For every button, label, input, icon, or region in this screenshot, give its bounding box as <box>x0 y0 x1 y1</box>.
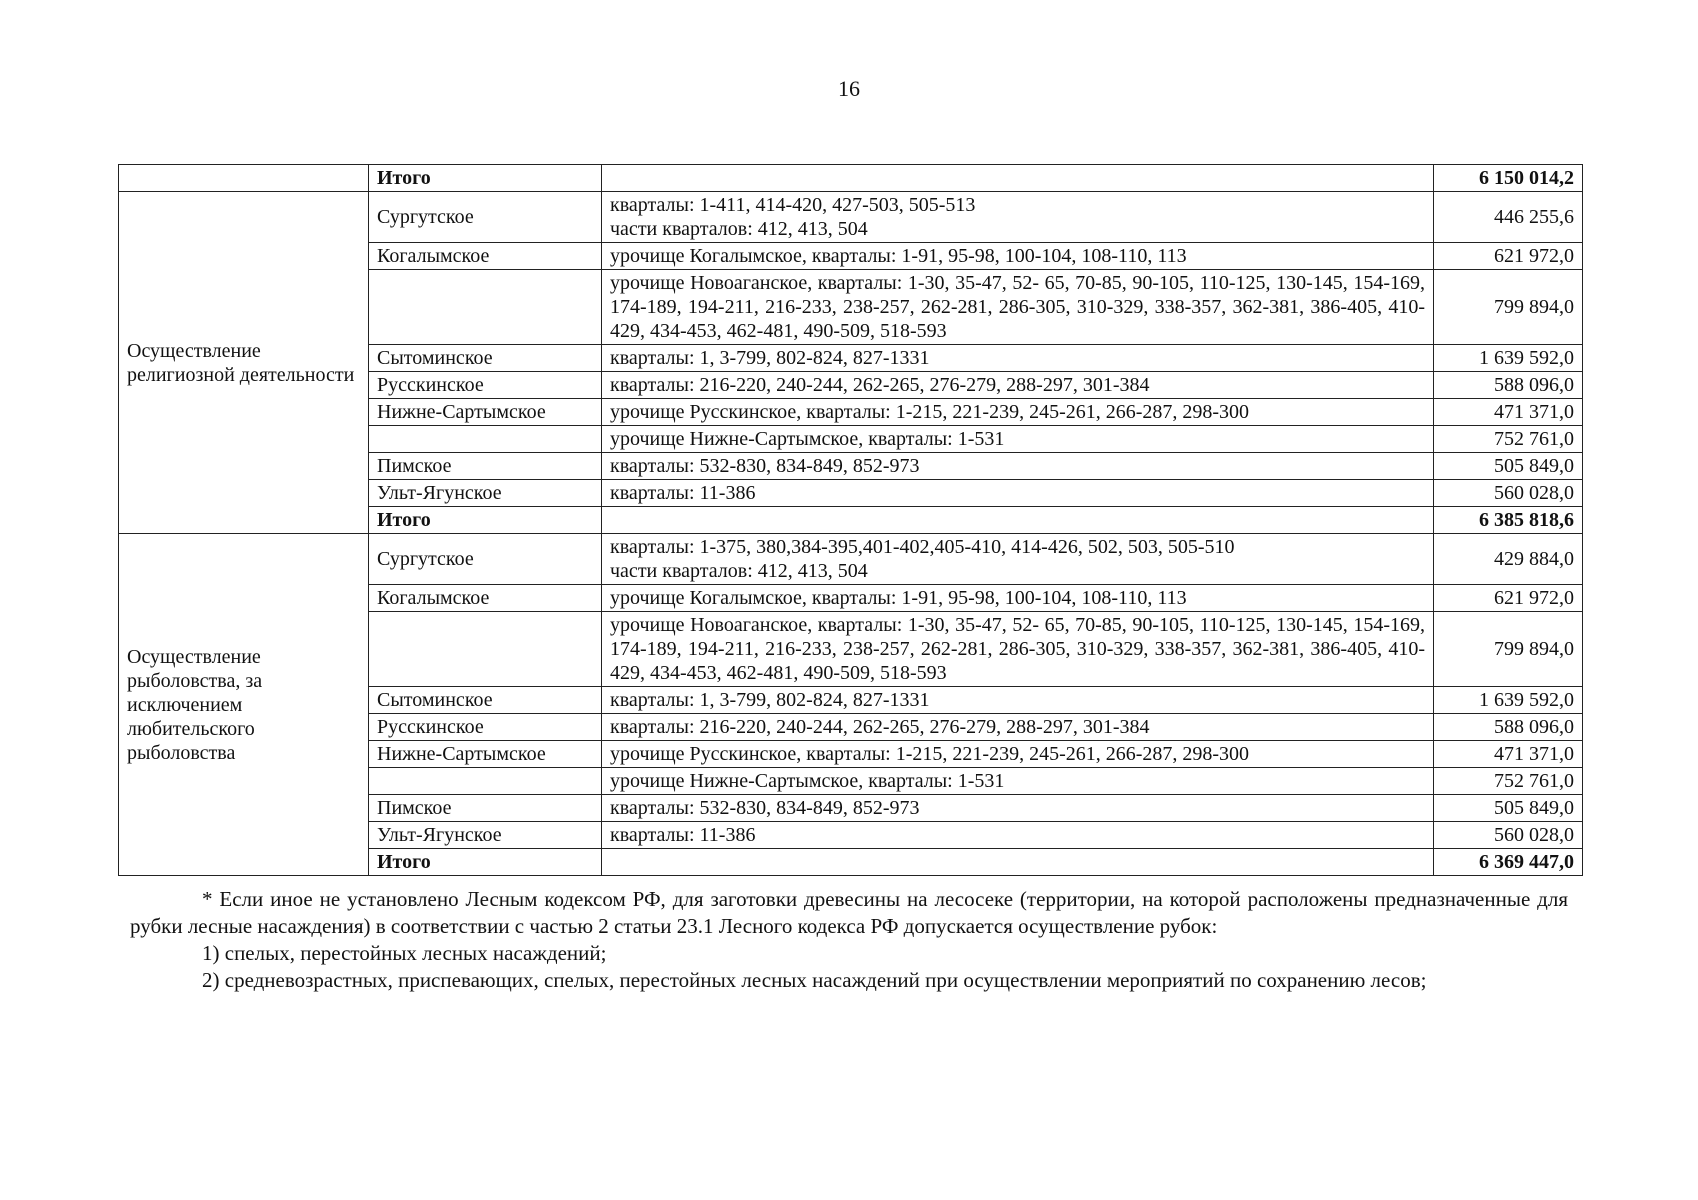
quarters-line: кварталы: 1-411, 414-420, 427-503, 505-513 <box>610 194 976 216</box>
quarters-cell <box>602 768 1434 795</box>
quarters-cell <box>602 822 1434 849</box>
quarters-line: части кварталов: 412, 413, 504 <box>610 560 868 582</box>
total-value: 6 369 447,0 <box>1434 849 1583 876</box>
forestry-cell <box>369 426 602 453</box>
table-body <box>119 165 1583 876</box>
area-value-cell: 560 028,0 <box>1434 822 1583 849</box>
quarters-cell <box>602 687 1434 714</box>
forestry-cell: Когалымское <box>369 243 602 270</box>
area-value-cell: 799 894,0 <box>1434 270 1583 345</box>
quarters-cell <box>602 480 1434 507</box>
table-row-top-total <box>119 165 1583 192</box>
quarters-line: кварталы: 11-386 <box>610 824 756 846</box>
quarters-line: урочище Новоаганское, кварталы: 1-30, 35-47, 52- 65, 70-85, 90-105, 110-125, 130-145, 154-169, 174-189, 194-211, 216-233, 238-257, 262-281, 286-305, 310-329, 338-357, 362-381, 386-405, 410-429, 434-453, 462-481, 490-509, 518-593 <box>610 272 1425 342</box>
forestry-cell: Сытоминское <box>369 687 602 714</box>
quarters-line: кварталы: 532-830, 834-849, 852-973 <box>610 797 920 819</box>
quarters-line: кварталы: 1-375, 380,384-395,401-402,405-410, 414-426, 502, 503, 505-510 <box>610 536 1235 558</box>
quarters-line: урочище Русскинское, кварталы: 1-215, 221-239, 245-261, 266-287, 298-300 <box>610 401 1250 423</box>
table-cell-empty <box>119 165 369 192</box>
area-value-cell: 446 255,6 <box>1434 192 1583 243</box>
area-value-cell: 799 894,0 <box>1434 612 1583 687</box>
total-label: Итого <box>369 849 602 876</box>
quarters-line: кварталы: 216-220, 240-244, 262-265, 276-279, 288-297, 301-384 <box>610 716 1150 738</box>
quarters-line: кварталы: 1, 3-799, 802-824, 827-1331 <box>610 347 930 369</box>
quarters-line: части кварталов: 412, 413, 504 <box>610 218 868 240</box>
quarters-line: кварталы: 532-830, 834-849, 852-973 <box>610 455 920 477</box>
forestry-cell: Нижне-Сартымское <box>369 741 602 768</box>
forestry-cell <box>369 270 602 345</box>
quarters-line: кварталы: 216-220, 240-244, 262-265, 276-279, 288-297, 301-384 <box>610 374 1150 396</box>
quarters-cell <box>602 270 1434 345</box>
forestry-cell: Пимское <box>369 795 602 822</box>
page-number: 16 <box>838 76 860 101</box>
quarters-cell <box>602 399 1434 426</box>
area-value-cell: 752 761,0 <box>1434 768 1583 795</box>
activity-cell: Осуществление религиозной деятельности <box>119 192 369 534</box>
quarters-cell <box>602 243 1434 270</box>
activity-cell: Осуществление рыболовства, за исключением любительского рыболовства <box>119 534 369 876</box>
forestry-cell <box>369 768 602 795</box>
forestry-cell: Русскинское <box>369 372 602 399</box>
quarters-cell <box>602 453 1434 480</box>
area-value-cell: 1 639 592,0 <box>1434 687 1583 714</box>
forestry-cell <box>369 612 602 687</box>
forestry-cell: Русскинское <box>369 714 602 741</box>
quarters-cell <box>602 345 1434 372</box>
quarters-cell <box>602 426 1434 453</box>
footnote <box>130 886 1568 994</box>
total-value: 6 150 014,2 <box>1434 165 1583 192</box>
total-label: Итого <box>369 165 602 192</box>
forestry-cell: Ульт-Ягунское <box>369 480 602 507</box>
forest-quarters-table <box>118 164 1583 876</box>
quarters-cell <box>602 795 1434 822</box>
area-value-cell: 752 761,0 <box>1434 426 1583 453</box>
quarters-cell <box>602 372 1434 399</box>
table-cell-empty <box>602 165 1434 192</box>
quarters-cell <box>602 741 1434 768</box>
area-value-cell: 621 972,0 <box>1434 243 1583 270</box>
quarters-cell <box>602 585 1434 612</box>
table-row <box>119 534 1583 585</box>
forestry-cell: Ульт-Ягунское <box>369 822 602 849</box>
quarters-line: кварталы: 11-386 <box>610 482 756 504</box>
quarters-line: урочище Когалымское, кварталы: 1-91, 95-98, 100-104, 108-110, 113 <box>610 245 1187 267</box>
area-value-cell: 471 371,0 <box>1434 741 1583 768</box>
total-value: 6 385 818,6 <box>1434 507 1583 534</box>
area-value-cell: 588 096,0 <box>1434 372 1583 399</box>
forestry-cell: Пимское <box>369 453 602 480</box>
quarters-line: урочище Нижне-Сартымское, кварталы: 1-531 <box>610 770 1005 792</box>
quarters-cell <box>602 534 1434 585</box>
area-value-cell: 621 972,0 <box>1434 585 1583 612</box>
forestry-cell: Нижне-Сартымское <box>369 399 602 426</box>
footnote-paragraph: * Если иное не установлено Лесным кодексом РФ, для заготовки древесины на лесосеке (территории, на которой расположены предназначенные для рубки лесные насаждения) в соответствии с частью 2 статьи 23.1 Лесного кодекса РФ допускается осуществление рубок: <box>130 887 1568 938</box>
table-cell-empty <box>602 507 1434 534</box>
area-value-cell: 588 096,0 <box>1434 714 1583 741</box>
forestry-cell: Когалымское <box>369 585 602 612</box>
table-cell-empty <box>602 849 1434 876</box>
area-value-cell: 1 639 592,0 <box>1434 345 1583 372</box>
area-value-cell: 505 849,0 <box>1434 795 1583 822</box>
quarters-line: урочище Русскинское, кварталы: 1-215, 221-239, 245-261, 266-287, 298-300 <box>610 743 1250 765</box>
total-label: Итого <box>369 507 602 534</box>
quarters-line: урочище Когалымское, кварталы: 1-91, 95-98, 100-104, 108-110, 113 <box>610 587 1187 609</box>
quarters-line: кварталы: 1, 3-799, 802-824, 827-1331 <box>610 689 930 711</box>
table-row <box>119 192 1583 243</box>
area-value-cell: 429 884,0 <box>1434 534 1583 585</box>
area-value-cell: 471 371,0 <box>1434 399 1583 426</box>
quarters-cell <box>602 192 1434 243</box>
footnote-list-item: 1) спелых, перестойных лесных насаждений; <box>202 941 607 965</box>
forestry-cell: Сургутское <box>369 192 602 243</box>
quarters-cell <box>602 714 1434 741</box>
quarters-line: урочище Нижне-Сартымское, кварталы: 1-531 <box>610 428 1005 450</box>
quarters-line: урочище Новоаганское, кварталы: 1-30, 35-47, 52- 65, 70-85, 90-105, 110-125, 130-145, 154-169, 174-189, 194-211, 216-233, 238-257, 262-281, 286-305, 310-329, 338-357, 362-381, 386-405, 410-429, 434-453, 462-481, 490-509, 518-593 <box>610 614 1425 684</box>
area-value-cell: 560 028,0 <box>1434 480 1583 507</box>
footnote-list-item: 2) средневозрастных, приспевающих, спелых, перестойных лесных насаждений при осуществлении мероприятий по сохранению лесов; <box>202 968 1427 992</box>
quarters-cell <box>602 612 1434 687</box>
forestry-cell: Сургутское <box>369 534 602 585</box>
area-value-cell: 505 849,0 <box>1434 453 1583 480</box>
forestry-cell: Сытоминское <box>369 345 602 372</box>
